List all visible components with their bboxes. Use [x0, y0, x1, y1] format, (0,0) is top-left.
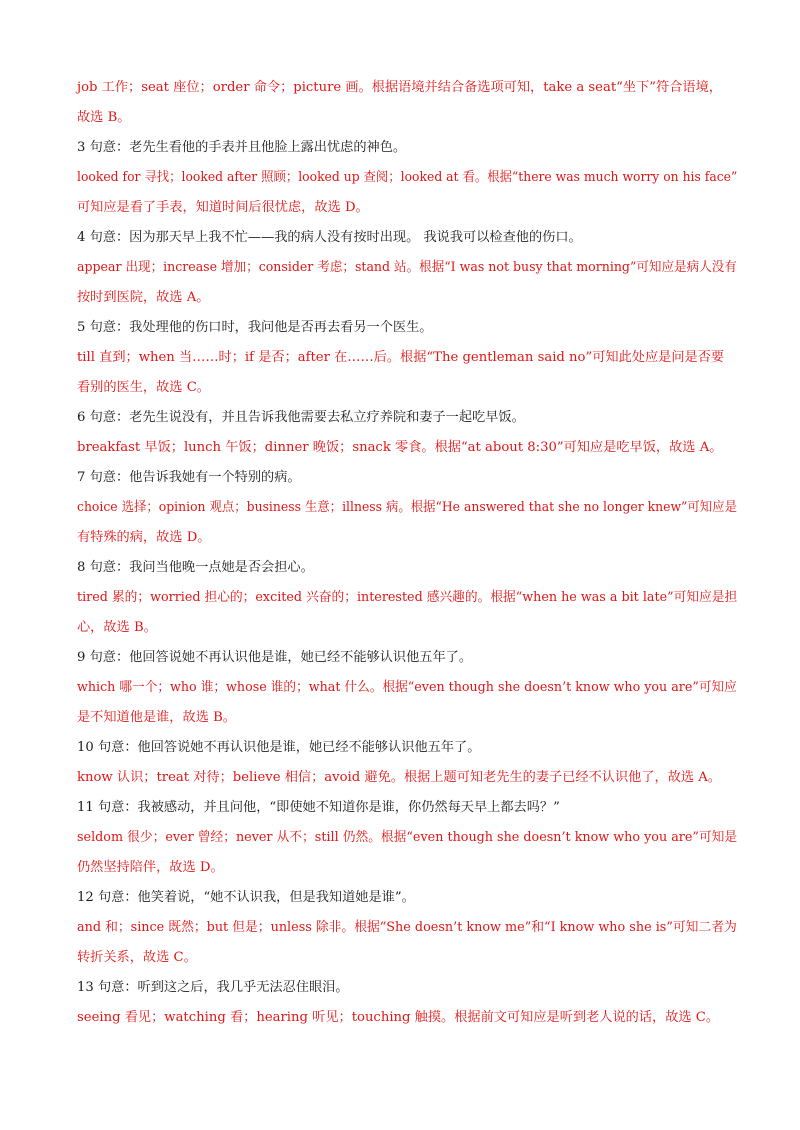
answer-explanation-line: 可知应是看了手表，知道时间后很忧虑，故选 D。 — [77, 200, 369, 215]
answer-explanation-line: looked for 寻找；looked after 照顾；looked up 查阅；looked at 看。根据“there was much worry on his face” — [77, 170, 738, 185]
sentence-meaning-line: 3 句意：老先生看他的手表并且他脸上露出忧虑的神色。 — [77, 140, 407, 155]
answer-explanation-line: know 认识；treat 对待；believe 相信；avoid 避免。根据上题可知老先生的妻子已经不认识他了，故选 A。 — [77, 770, 721, 785]
answer-explanation-line: 有特殊的病，故选 D。 — [77, 530, 211, 545]
sentence-meaning-line: 5 句意：我处理他的伤口时，我问他是否再去看另一个医生。 — [77, 320, 433, 335]
sentence-meaning-line: 8 句意：我问当他晚一点她是否会担心。 — [77, 560, 314, 575]
answer-explanation-line: job 工作；seat 座位；order 命令；picture 画。根据语境并结合备选项可知，take a seat“坐下”符合语境， — [77, 80, 722, 95]
sentence-meaning-line: 4 句意：因为那天早上我不忙——我的病人没有按时出现。 我说我可以检查他的伤口。 — [77, 230, 582, 245]
answer-explanation-line: 心，故选 B。 — [77, 620, 157, 635]
answer-explanation-line: seldom 很少；ever 曾经；never 从不；still 仍然。根据“even though she doesn’t know who you are”可知是 — [77, 830, 738, 845]
answer-explanation-line: 是不知道他是谁，故选 B。 — [77, 710, 236, 725]
answer-explanation-line: which 哪一个；who 谁；whose 谁的；what 什么。根据“even though she doesn’t know who you are”可知应 — [77, 680, 737, 695]
answer-explanation-line: choice 选择；opinion 观点；business 生意；illness 病。根据“He answered that she no longer knew”可知应是 — [77, 500, 737, 515]
answer-explanation-line: breakfast 早饭；lunch 午饭；dinner 晚饭；snack 零食。根据“at about 8:30”可知应是吃早饭，故选 A。 — [77, 440, 723, 455]
sentence-meaning-line: 7 句意：他告诉我她有一个特别的病。 — [77, 470, 301, 485]
answer-explanation-line: and 和；since 既然；but 但是；unless 除非。根据“She doesn’t know me”和“I know who she is”可知二者为 — [77, 920, 737, 935]
answer-explanation-line: 故选 B。 — [77, 110, 131, 125]
answer-explanation-line: appear 出现；increase 增加；consider 考虑；stand 站。根据“I was not busy that morning”可知应是病人没有 — [77, 260, 737, 275]
answer-explanation-line: till 直到；when 当……时；if 是否；after 在……后。根据“The gentleman said no”可知此处应是问是否要 — [77, 350, 725, 365]
sentence-meaning-line: 9 句意：他回答说她不再认识他是谁，她已经不能够认识他五年了。 — [77, 650, 473, 665]
answer-explanation-line: tired 累的；worried 担心的；excited 兴奋的；interested 感兴趣的。根据“when he was a bit late”可知应是担 — [77, 590, 738, 605]
answer-explanation-line: 看别的医生，故选 C。 — [77, 380, 210, 395]
sentence-meaning-line: 12 句意：他笑着说，“她不认识我，但是我知道她是谁”。 — [77, 890, 415, 905]
answer-explanation-line: seeing 看见；watching 看；hearing 听见；touching 触摸。根据前文可知应是听到老人说的话，故选 C。 — [77, 1010, 720, 1025]
answer-explanation-line: 仍然坚持陪伴，故选 D。 — [77, 860, 224, 875]
answer-explanation-line: 按时到医院，故选 A。 — [77, 290, 210, 305]
sentence-meaning-line: 6 句意：老先生说没有，并且告诉我他需要去私立疗养院和妻子一起吃早饭。 — [77, 410, 525, 425]
sentence-meaning-line: 10 句意：他回答说她不再认识他是谁，她已经不能够认识他五年了。 — [77, 740, 481, 755]
sentence-meaning-line: 13 句意：听到这之后，我几乎无法忍住眼泪。 — [77, 980, 349, 995]
sentence-meaning-line: 11 句意：我被感动，并且问他，“即使她不知道你是谁，你仍然每天早上都去吗？” — [77, 800, 560, 815]
answer-explanation-line: 转折关系，故选 C。 — [77, 950, 197, 965]
